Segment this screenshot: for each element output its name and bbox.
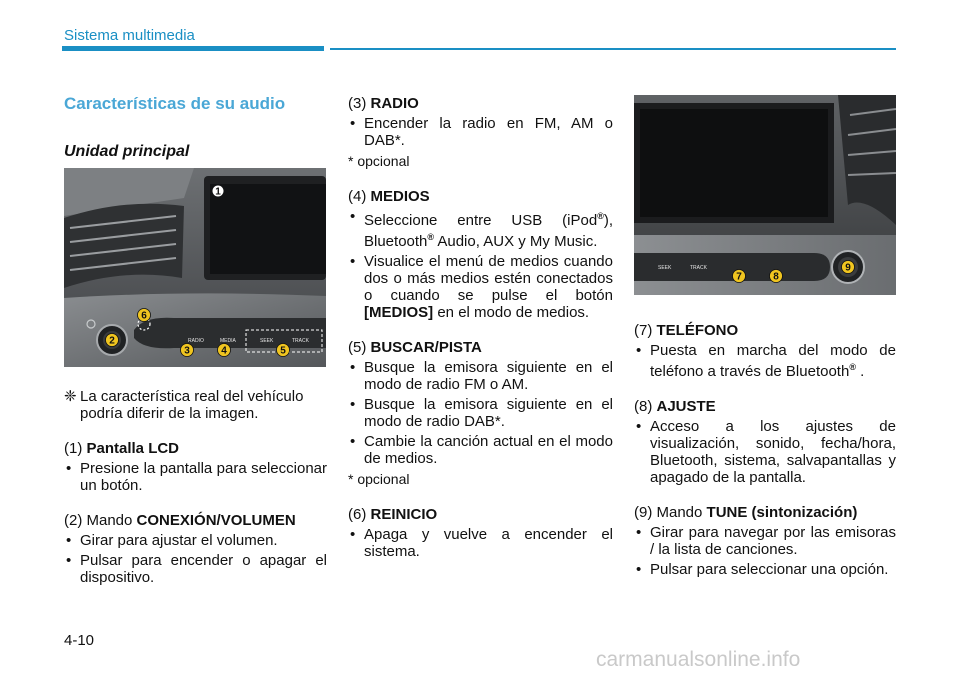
note-symbol-icon: ❈ <box>64 388 77 405</box>
callout-2 <box>106 334 119 347</box>
column-right <box>634 322 896 578</box>
radio-button-label: RADIO <box>188 338 204 344</box>
item-phone-heading: (7) TELÉFONO <box>634 322 739 339</box>
svg-text:8: 8 <box>773 271 779 283</box>
header-rule-accent <box>62 46 324 51</box>
header-rule <box>330 48 896 50</box>
callout-3 <box>181 344 194 357</box>
list-item: • Girar para navegar por las emisoras / la lista de canciones. <box>634 524 896 558</box>
callout-8 <box>770 270 783 283</box>
list-item: • Pulsar para seleccionar una opción. <box>634 561 896 578</box>
footnote: * opcional <box>348 471 410 487</box>
section-title: Características de su audio <box>64 94 286 113</box>
svg-text:6: 6 <box>141 310 147 322</box>
head-unit-illustration <box>64 168 326 367</box>
list-item: • Apaga y vuelve a encender el sistema. <box>348 526 613 560</box>
image-disclaimer-note <box>64 388 327 422</box>
media-button-label: MEDIA <box>220 338 236 344</box>
callout-5 <box>277 344 290 357</box>
svg-text:2: 2 <box>109 335 115 347</box>
section-header-title: Sistema multimedia <box>64 27 195 44</box>
list-item: • Seleccione entre USB (iPod®), Bluetooth® Audio, AUX y My Music. <box>348 208 613 250</box>
track-button-label: TRACK <box>292 338 309 344</box>
seek-button-label: SEEK <box>260 338 274 344</box>
list-item: • Busque la emisora siguiente en el modo de radio FM o AM. <box>348 359 613 393</box>
list-item: • Presione la pantalla para seleccionar un botón. <box>64 460 327 494</box>
item-tune-heading: (9) Mando TUNE (sintonización) <box>634 504 858 521</box>
seek-button-label: SEEK <box>658 265 672 271</box>
page-number: 4-10 <box>64 632 95 649</box>
svg-text:3: 3 <box>184 345 190 357</box>
svg-text:4: 4 <box>221 345 227 357</box>
item-volume-heading: (2) Mando CONEXIÓN/VOLUMEN <box>64 512 296 529</box>
callout-6 <box>138 309 151 322</box>
svg-text:9: 9 <box>845 262 851 274</box>
list-item: • Puesta en marcha del modo de teléfono a través de Bluetooth® . <box>634 342 896 380</box>
column-middle <box>348 95 613 560</box>
list-item: • Girar para ajustar el volumen. <box>64 532 327 549</box>
subsection-title: Unidad principal <box>64 143 190 160</box>
list-item: • Acceso a los ajustes de visualización, sonido, fecha/hora, Bluetooth, sistema, salvapantallas y apagado de la pantalla. <box>634 418 896 486</box>
list-item: • Cambie la canción actual en el modo de medios. <box>348 433 613 467</box>
svg-text:5: 5 <box>280 345 286 357</box>
head-unit-photo <box>64 168 326 367</box>
list-item: • Encender la radio en FM, AM o DAB*. <box>348 115 613 149</box>
item-radio-heading: (3) RADIO <box>348 95 419 112</box>
svg-text:7: 7 <box>736 271 742 283</box>
item-lcd-heading: (1) Pantalla LCD <box>64 440 180 457</box>
watermark: carmanualsonline.info <box>596 648 801 671</box>
column-left <box>64 388 327 586</box>
note-text: La característica real del vehículo podría diferir de la imagen. <box>80 388 304 422</box>
item-media-heading: (4) MEDIOS <box>348 188 430 205</box>
callout-7 <box>733 270 746 283</box>
item-setup-heading: (8) AJUSTE <box>634 398 716 415</box>
head-unit-right-illustration <box>634 95 896 295</box>
track-button-label: TRACK <box>690 265 707 271</box>
list-item: • Busque la emisora siguiente en el modo de radio DAB*. <box>348 396 613 430</box>
callout-4 <box>218 344 231 357</box>
list-item: • Pulsar para encender o apagar el dispositivo. <box>64 552 327 586</box>
list-item: • Visualice el menú de medios cuando dos o más medios estén conectados o cuando se pulse el botón [MEDIOS] en el modo de medios. <box>348 253 613 321</box>
callout-9 <box>842 261 855 274</box>
head-unit-right-photo <box>634 95 896 295</box>
footnote: * opcional <box>348 153 410 169</box>
svg-text:1: 1 <box>215 186 221 198</box>
item-seek-heading: (5) BUSCAR/PISTA <box>348 339 482 356</box>
item-reset-heading: (6) REINICIO <box>348 506 438 523</box>
